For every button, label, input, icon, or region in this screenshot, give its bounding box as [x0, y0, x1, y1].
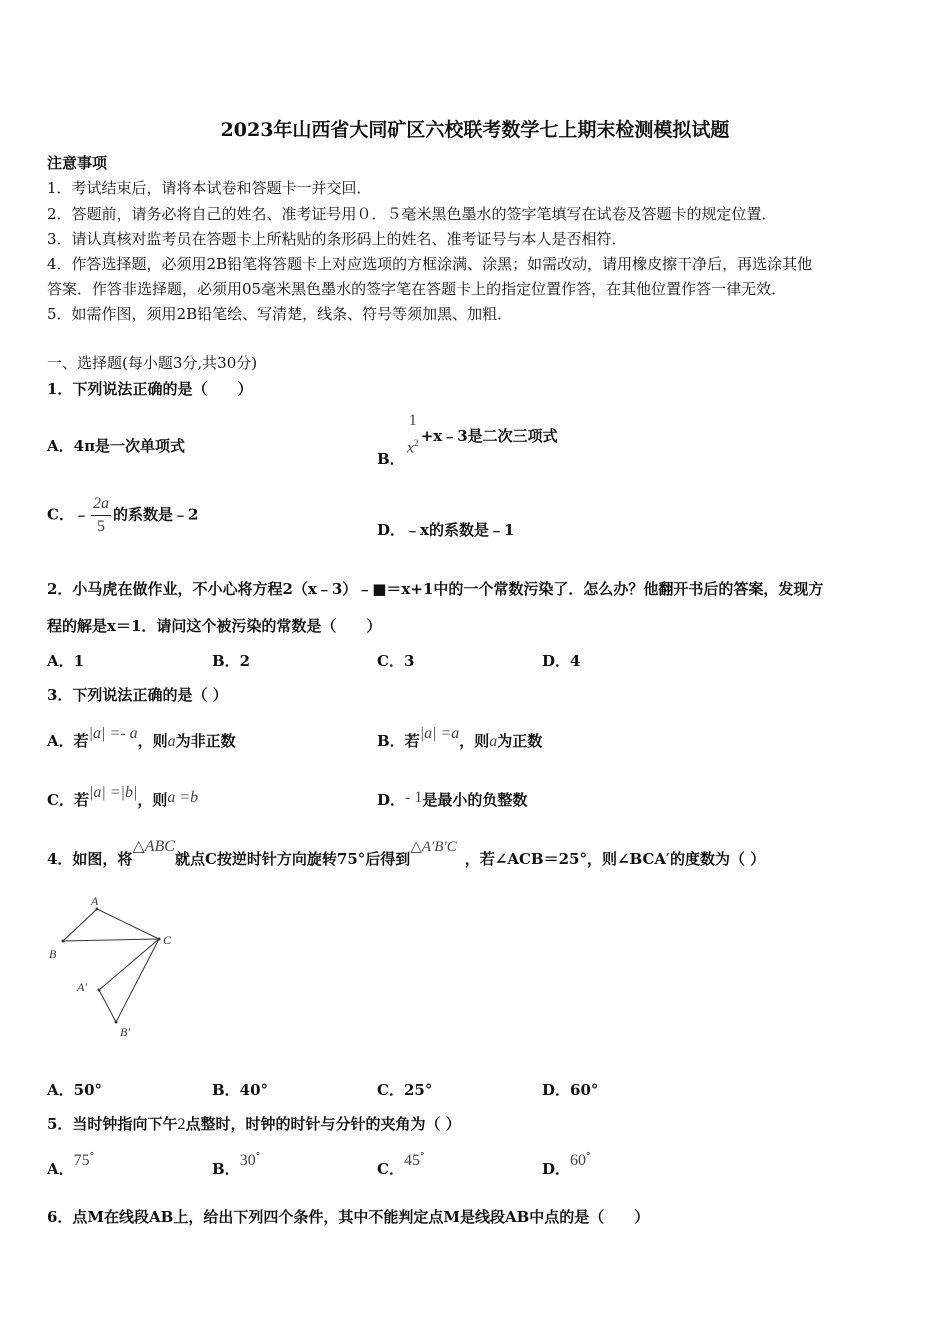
label-a-prime: A′ — [77, 980, 87, 994]
label-a: A — [91, 894, 99, 908]
question-5-stem: 5．当时钟指向下午2点整时，时钟的时针与分针的夹角为（ ） — [47, 1115, 461, 1133]
label-c: C — [163, 933, 172, 947]
q3-option-c: C．若|a| =|b|，则a =b — [47, 784, 199, 809]
q4-option-b: B．40° — [212, 1081, 269, 1099]
q2-option-b: B．2 — [212, 652, 251, 670]
notice-item: 4．作答选择题，必须用2B铅笔将答题卡上对应选项的方框涂满、涂黑；如需改动，请用橡皮擦干净后，再选涂其他 — [47, 255, 813, 273]
q4-option-a: A．50° — [47, 1081, 103, 1099]
question-6-stem: 6．点M在线段AB上，给出下列四个条件，其中不能判定点M是线段AB中点的是（ ） — [47, 1208, 650, 1226]
q3-option-d: D．- 1是最小的负整数 — [377, 789, 528, 809]
question-3-stem: 3．下列说法正确的是（ ） — [47, 686, 228, 704]
edge-b1c — [116, 939, 159, 1022]
q2-option-d: D．4 — [542, 652, 581, 670]
section-heading: 一、选择题(每小题3分,共30分) — [47, 354, 258, 372]
q5-option-b: B．30° — [212, 1152, 261, 1178]
q1-option-b: B． 1 $x^2$ +x﹣3是二次三项式 — [377, 412, 558, 468]
q5-option-d: D．60° — [542, 1152, 591, 1178]
q1-option-d: D．﹣x的系数是﹣1 — [377, 521, 515, 539]
q1-option-a: A．4π是一次单项式 — [47, 437, 186, 455]
q3-option-b: B．若|a| =a，则a为正数 — [377, 725, 543, 750]
q5-option-c: C．45° — [377, 1152, 425, 1178]
question-2-line1: 2．小马虎在做作业，不小心将方程2（x﹣3）﹣■＝x+1中的一个常数污染了．怎么办？他翻开书后的答案，发现方 — [47, 580, 824, 598]
notice-item: 答案．作答非选择题，必须用05毫米黑色墨水的签字笔在答题卡上的指定位置作答，在其他位置作答一律无效． — [47, 280, 787, 298]
edge-a1b1 — [99, 990, 116, 1022]
q3-option-a: A．若|a| =- a，则a为非正数 — [47, 725, 236, 750]
q4-option-d: D．60° — [542, 1081, 599, 1099]
page-title: 2023年山西省大同矿区六校联考数学七上期末检测模拟试题 — [220, 119, 730, 141]
q2-option-a: A．1 — [47, 652, 85, 670]
edge-a1c — [99, 939, 159, 990]
q4-option-c: C．25° — [377, 1081, 433, 1099]
question-1-stem: 1．下列说法正确的是（ ） — [47, 380, 253, 398]
q5-option-a: A．75° — [47, 1152, 95, 1178]
label-b-prime: B′ — [120, 1025, 130, 1039]
triangle-figure — [45, 890, 185, 1040]
edge-ac — [97, 909, 159, 939]
notice-item: 1．考试结束后，请将本试卷和答题卡一并交回． — [47, 179, 372, 197]
notice-item: 5．如需作图，须用2B铅笔绘、写清楚，线条、符号等须加黑、加粗． — [47, 305, 513, 323]
q1-option-c: C．﹣ $\frac{2a}{5}$ 的系数是﹣2 — [47, 493, 198, 538]
label-b: B — [49, 947, 57, 961]
edge-bc — [63, 939, 159, 941]
fraction: $\frac{2a}{5}$ — [92, 495, 109, 535]
question-2-line2: 程的解是x＝1．请问这个被污染的常数是（ ） — [47, 617, 382, 635]
notice-item: 3．请认真核对监考员在答题卡上所粘贴的条形码上的姓名、准考证号与本人是否相符． — [47, 230, 627, 248]
question-4-stem: 4．如图，将△ABC就点C按逆时针方向旋转75°后得到△A′B′C，若∠ACB＝25°，则∠BCA′的度数为（ ） — [47, 838, 766, 868]
edge-ab — [63, 909, 97, 941]
fraction: 1 $x^2$ — [406, 412, 419, 457]
notice-heading: 注意事项 — [47, 154, 108, 172]
notice-item: 2．答题前，请务必将自己的姓名、准考证号用０．５毫米黑色墨水的签字笔填写在试卷及答题卡的规定位置． — [47, 205, 777, 223]
q2-option-c: C．3 — [377, 652, 415, 670]
